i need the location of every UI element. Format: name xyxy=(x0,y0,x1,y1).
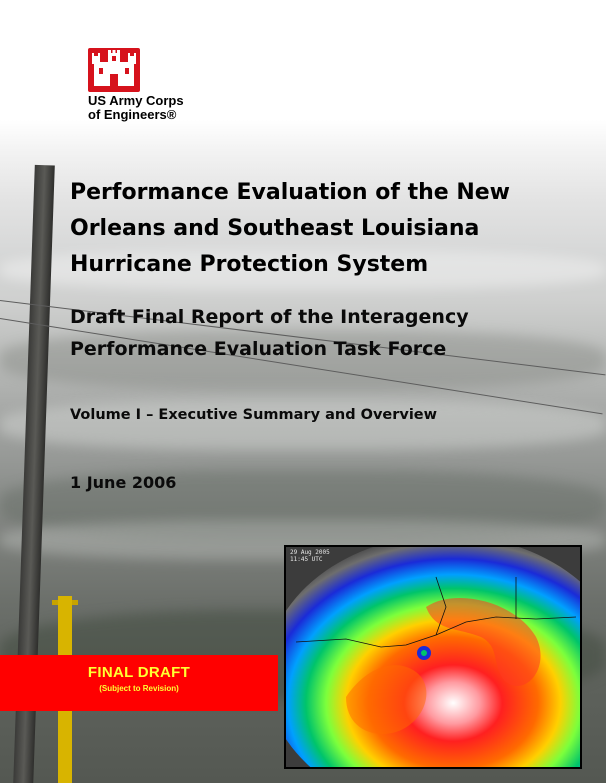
title-line1: Performance Evaluation of the New xyxy=(70,180,510,205)
logo-caption-line2: of Engineers® xyxy=(88,107,177,122)
final-draft-label: FINAL DRAFT xyxy=(87,664,191,681)
report-date: 1 June 2006 xyxy=(70,473,177,492)
logo-caption xyxy=(88,94,228,122)
satellite-date: 29 Aug 2005 xyxy=(290,549,330,556)
logo-caption-line1: US Army Corps xyxy=(88,93,184,108)
usace-logo xyxy=(88,48,140,92)
report-title xyxy=(70,175,570,283)
final-draft-banner xyxy=(0,655,278,711)
title-line2: Orleans and Southeast Louisiana xyxy=(70,216,480,241)
satellite-time: 11:45 UTC xyxy=(290,556,323,563)
volume-label: Volume I – Executive Summary and Overview xyxy=(70,407,438,423)
revision-note: (Subject to Revision) xyxy=(99,684,179,693)
hurricane-satellite-image xyxy=(284,545,582,769)
hurricane-radar-graphic xyxy=(286,547,580,767)
subtitle-line2: Performance Evaluation Task Force xyxy=(70,338,447,360)
subtitle-line1: Draft Final Report of the Interagency xyxy=(70,306,469,328)
satellite-timestamp xyxy=(290,549,330,563)
castle-icon xyxy=(88,48,140,92)
report-subtitle xyxy=(70,301,550,365)
title-line3: Hurricane Protection System xyxy=(70,252,429,277)
